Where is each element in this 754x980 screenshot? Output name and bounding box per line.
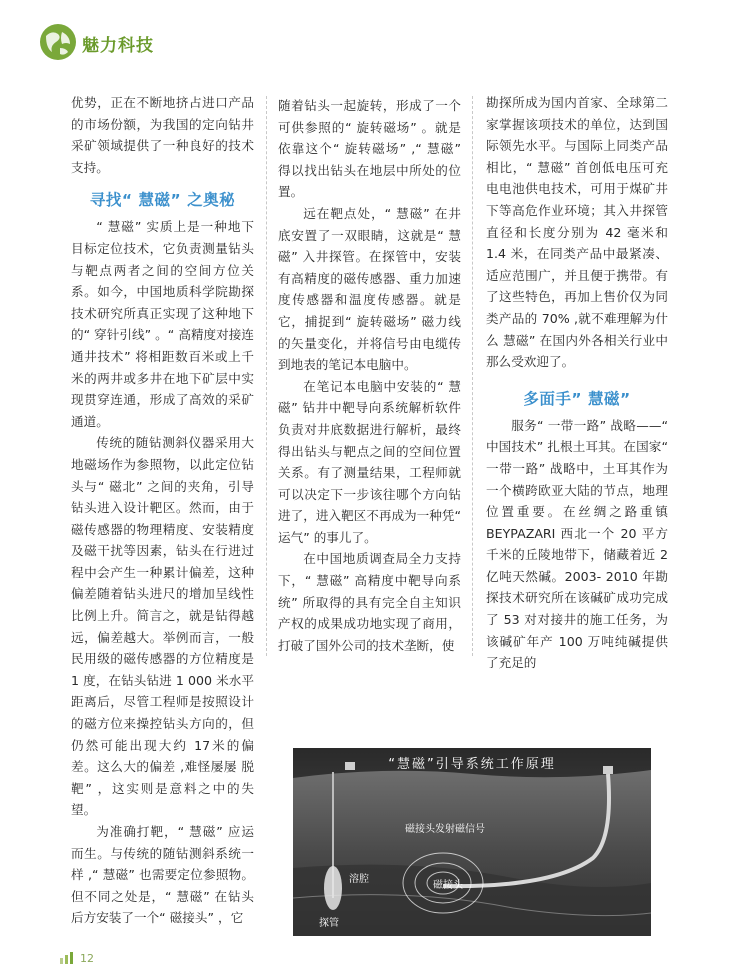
paragraph: 在中国地质调查局全力支持下，“ 慧磁” 高精度中靶导向系统” 所取得的具有完全自主知识产权的成果成功地实现了商用，打破了国外公司的技术垄断，使	[278, 551, 461, 653]
paragraph: 远在靶点处，“ 慧磁” 在井底安置了一双眼睛，这就是“ 慧磁” 入井探管。在探管中，安装有高精度的磁传感器、重力加速度传感器和温度传感器。就是它，捕捉到“ 旋转磁场” 磁力线的矢量变化，并将信号由电缆传到地表的笔记本电脑中。	[278, 205, 461, 373]
page-number: 12	[80, 952, 94, 965]
paragraph: 优势，正在不断地挤占进口产品的市场份额，为我国的定向钻井采矿领域提供了一种良好的技术支持。	[71, 95, 254, 175]
section-heading: 寻找“ 慧磁” 之奥秘	[89, 191, 236, 210]
section-heading: 多面手” 慧磁”	[523, 389, 631, 408]
text-column-2	[278, 95, 461, 656]
figure-title: “慧磁”引导系统工作原理	[388, 757, 556, 772]
text-column-1	[71, 92, 254, 929]
figure-label: 磁接头发射磁信号	[405, 824, 485, 835]
diagram-illustration	[293, 748, 651, 936]
column-divider	[266, 96, 267, 656]
paragraph: 随着钻头一起旋转，形成了一个可供参照的“ 旋转磁场” 。就是依靠这个“ 旋转磁场” ,“ 慧磁” 得以找出钻头在地层中所处的位置。	[278, 98, 461, 200]
section-title: 魅力科技	[82, 36, 154, 56]
paragraph: 为准确打靶，“ 慧磁” 应运而生。与传统的随钻测斜系统一样 ,“ 慧磁” 也需要定位参照物。但不同之处是，“ 慧磁” 在钻头后方安装了一个“ 磁接头” ，它	[71, 824, 254, 926]
figure-label: 磁接头	[433, 880, 463, 891]
paragraph: 服务“ 一带一路” 战略——“ 中国技术” 扎根土耳其。在国家“ 一带一路” 战略中，土耳其作为一个横跨欧亚大陆的节点，地理位置重要。在丝绸之路重镇 BEYPAZARI 西北一个 20 平方千米的丘陵地带下，储藏着近 2 亿吨天然碱。2003- 2010 年勘探技术研究所在该碱矿成功完成了 53 对对接井的施工任务，为该碱矿年产 100 万吨纯碱提供了充足的	[486, 417, 668, 671]
column-divider	[472, 96, 473, 656]
figure-label: 溶腔	[349, 874, 369, 885]
diagram-figure	[293, 748, 651, 936]
globe-leaf-icon	[38, 22, 78, 62]
page-bars-icon	[58, 952, 78, 964]
paragraph: 勘探所成为国内首家、全球第二家掌握该项技术的单位，达到国际领先水平。与国际上同类产品相比，“ 慧磁” 首创低电压可充电电池供电技术，可用于煤矿井下等高危作业环境；其入井探管直径和长度分别为 42 毫米和 1.4 米，在同类产品中最紧凑、适应范围广，并且便于携带。有了这些特色，再加上售价仅为同类产品的 70% ,就不难理解为什么 慧磁” 在国内外各相关行业中那么受欢迎了。	[486, 95, 668, 370]
paragraph: “ 慧磁” 实质上是一种地下目标定位技术，它负责测量钻头与靶点两者之间的空间方位关系。如今，中国地质科学院勘探技术研究所真正实现了这种地下的“ 穿针引线” 。“ 高精度对接连通井技术” 将相距数百米或上千米的两井或多井在地下矿层中实现贯穿连通，形成了高效的采矿通道。	[71, 219, 254, 429]
figure-label: 探管	[319, 918, 339, 929]
text-column-3	[486, 92, 668, 674]
paragraph: 在笔记本电脑中安装的“ 慧磁” 钻井中靶导向系统解析软件负责对井底数据进行解析，最终得出钻头与靶点之间的空间位置关系。有了测量结果，工程师就可以决定下一步该往哪个方向钻进了，进入靶区不再成为一种凭“ 运气” 的事儿了。	[278, 378, 461, 545]
paragraph: 传统的随钻测斜仪器采用大地磁场作为参照物，以此定位钻头与“ 磁北” 之间的夹角，引导钻头进入设计靶区。然而，由于磁传感器的物理精度、安装精度及磁干扰等因素，钻头在行进过程中会产生一种累计偏差，这种偏差随着钻头进尺的增加呈线性比例上升。简言之，就是钻得越远，偏差越大。举例而言，一般民用级的磁传感器的方位精度是 1 度，在钻头钻进 1 000 米水平距离后，尽管工程师是按照设计的磁方位来操控钻头方向的，但仍然可能出现大约 17米的偏差。这么大的偏差 ,难怪屡屡 脱靶” ，这实则是意料之中的失望。	[71, 435, 254, 818]
